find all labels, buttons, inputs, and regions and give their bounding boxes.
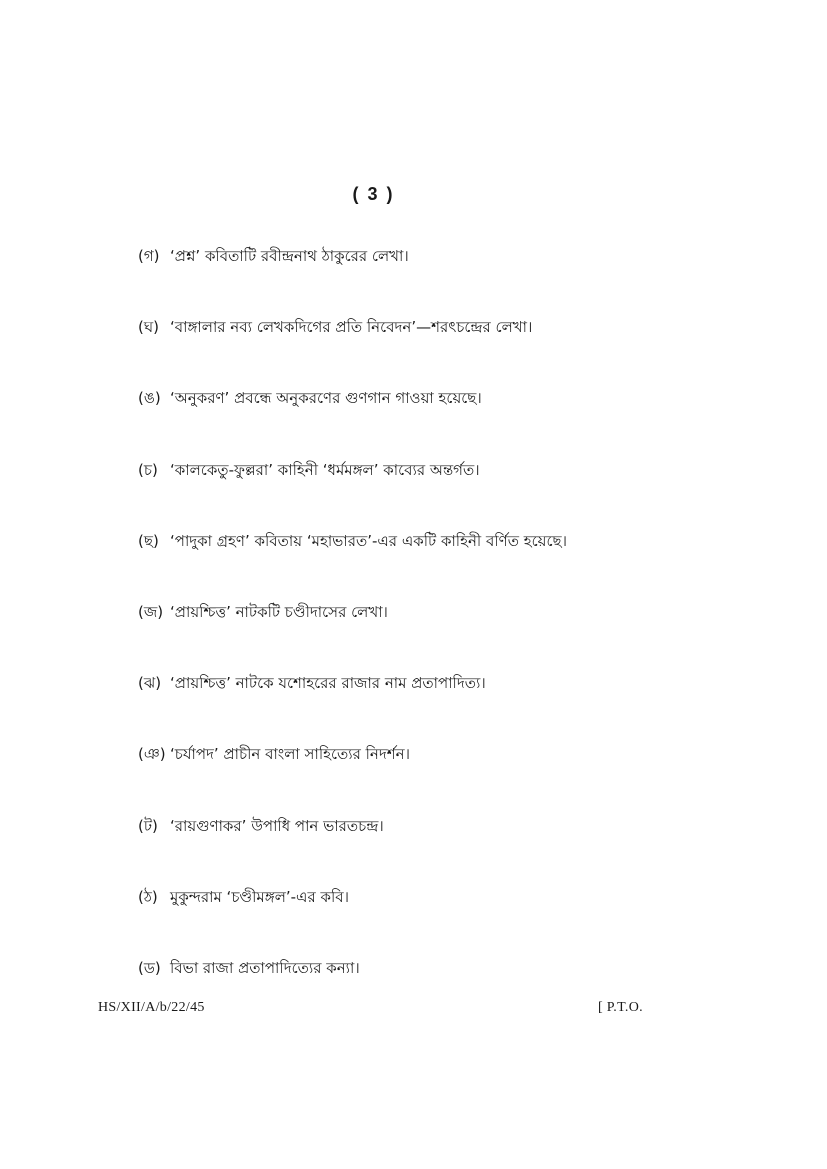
list-item [138,529,758,600]
item-text: ‘রায়গুণাকর’ উপাধি পান ভারতচন্দ্র। [170,816,384,835]
item-marker: (ঙ) [138,389,161,408]
item-text: ‘অনুকরণ’ প্রবন্ধে অনুকরণের গুণগান গাওয়া হয়েছে। [170,389,482,408]
pto-note: [ P.T.O. [598,1000,643,1015]
item-marker: (ঝ) [138,674,162,693]
item-marker: (ট) [138,816,158,835]
item-text: মুকুন্দরাম ‘চণ্ডীমঙ্গল’-এর কবি। [170,887,349,906]
list-item [138,600,758,671]
list-item [138,814,758,885]
item-marker: (জ) [138,602,164,621]
list-item [138,244,758,315]
list-item [138,386,758,457]
item-text: ‘প্রশ্ন’ কবিতাটি রবীন্দ্রনাথ ঠাকুরের লেখা। [170,247,409,265]
item-text: ‘চর্যাপদ’ প্রাচীন বাংলা সাহিত্যের নিদর্শন। [170,745,410,764]
paper-code: HS/XII/A/b/22/45 [98,1000,205,1015]
item-marker: (ড) [138,958,161,977]
list-item [138,742,758,813]
item-marker: (ঞ) [138,745,166,764]
item-marker: (চ) [138,460,158,479]
item-marker: (ঘ) [138,318,159,337]
item-text: বিভা রাজা প্রতাপাদিত্যের কন্যা। [170,958,360,977]
list-item [138,956,758,1027]
statement-list [138,244,758,1027]
item-marker: (ঠ) [138,887,158,906]
item-marker: (গ) [138,247,160,265]
list-item [138,315,758,386]
list-item [138,458,758,529]
list-item [138,671,758,742]
item-text: ‘প্রায়শ্চিত্ত’ নাটকটি চণ্ডীদাসের লেখা। [170,602,388,621]
item-text: ‘বাঙ্গালার নব্য লেখকদিগের প্রতি নিবেদন’—শরৎচন্দ্রের লেখা। [170,318,533,337]
item-text: ‘প্রায়শ্চিত্ত’ নাটকে যশোহরের রাজার নাম প্রতাপাদিত্য। [170,674,486,693]
list-item [138,885,758,956]
item-text: ‘কালকেতু-ফুল্লরা’ কাহিনী ‘ধর্মমঙ্গল’ কাব্যের অন্তর্গত। [170,460,480,479]
page-number: ( 3 ) [352,184,395,204]
item-text: ‘পাদুকা গ্রহণ’ কবিতায় ‘মহাভারত’-এর একটি কাহিনী বর্ণিত হয়েছে। [170,531,567,550]
item-marker: (ছ) [138,531,159,550]
